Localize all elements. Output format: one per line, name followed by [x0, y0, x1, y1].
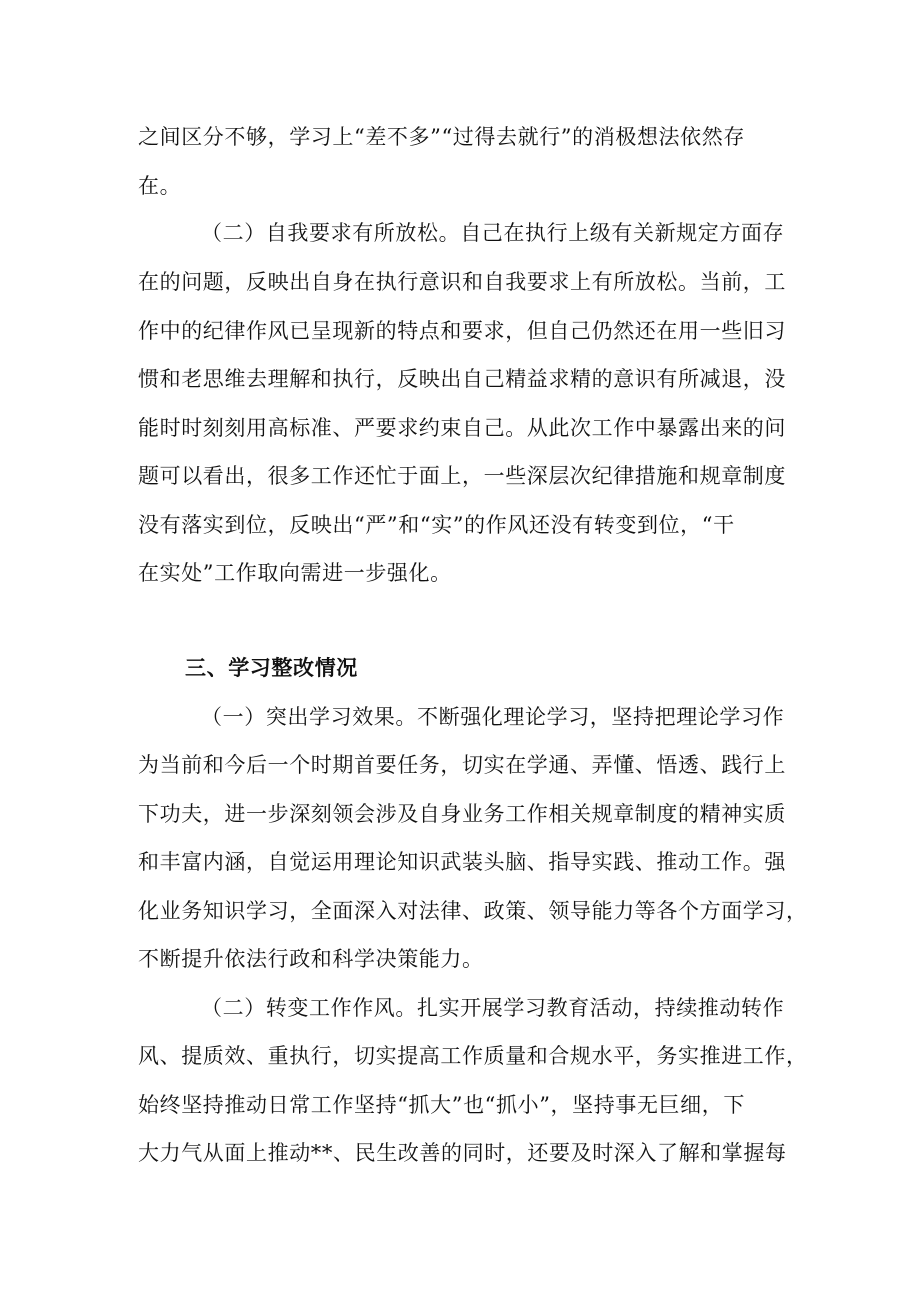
- paragraph-line: （一）突出学习效果。不断强化理论学习，坚持把理论学习作: [201, 705, 785, 729]
- paragraph-line: （二）自我要求有所放松。自己在执行上级有关新规定方面存: [201, 221, 785, 245]
- paragraph-line: 能时时刻刻用高标准、严要求约束自己。从此次工作中暴露出来的问: [138, 416, 786, 440]
- paragraph-line: 没有落实到位，反映出“严”和“实”的作风还没有转变到位，“干: [138, 513, 735, 537]
- paragraph-line: 和丰富内涵，自觉运用理论知识武装头脑、指导实践、推动工作。强: [138, 850, 786, 874]
- paragraph-line: 下功夫，进一步深刻领会涉及自身业务工作相关规章制度的精神实质: [138, 802, 786, 826]
- section-heading: 三、学习整改情况: [185, 656, 358, 680]
- paragraph-line: 化业务知识学习，全面深入对法律、政策、领导能力等各个方面学习，: [138, 899, 808, 923]
- paragraph-line: 之间区分不够，学习上“差不多”“过得去就行”的消极想法依然存: [138, 125, 745, 149]
- paragraph-line: 作中的纪律作风已呈现新的特点和要求，但自己仍然还在用一些旧习: [138, 319, 786, 343]
- paragraph-line: 风、提质效、重执行，切实提高工作质量和合规水平，务实推进工作，: [138, 1044, 808, 1068]
- paragraph-line: 在。: [138, 174, 182, 198]
- paragraph-line: 惯和老思维去理解和执行，反映出自己精益求精的意识有所减退，没: [138, 367, 786, 391]
- paragraph-line: （二）转变工作作风。扎实开展学习教育活动，持续推动转作: [201, 996, 785, 1020]
- paragraph-line: 始终坚持推动日常工作坚持“抓大”也“抓小”，坚持事无巨细，下: [138, 1093, 745, 1117]
- paragraph-line: 为当前和今后一个时期首要任务，切实在学通、弄懂、悟透、践行上: [138, 753, 786, 777]
- paragraph-line: 大力气从面上推动**、民生改善的同时，还要及时深入了解和掌握每: [138, 1141, 787, 1165]
- paragraph-line: 在的问题，反映出自身在执行意识和自我要求上有所放松。当前，工: [138, 270, 786, 294]
- paragraph-line: 在实处”工作取向需进一步强化。: [138, 561, 452, 585]
- paragraph-line: 题可以看出，很多工作还忙于面上，一些深层次纪律措施和规章制度: [138, 464, 786, 488]
- paragraph-line: 不断提升依法行政和科学决策能力。: [138, 947, 484, 971]
